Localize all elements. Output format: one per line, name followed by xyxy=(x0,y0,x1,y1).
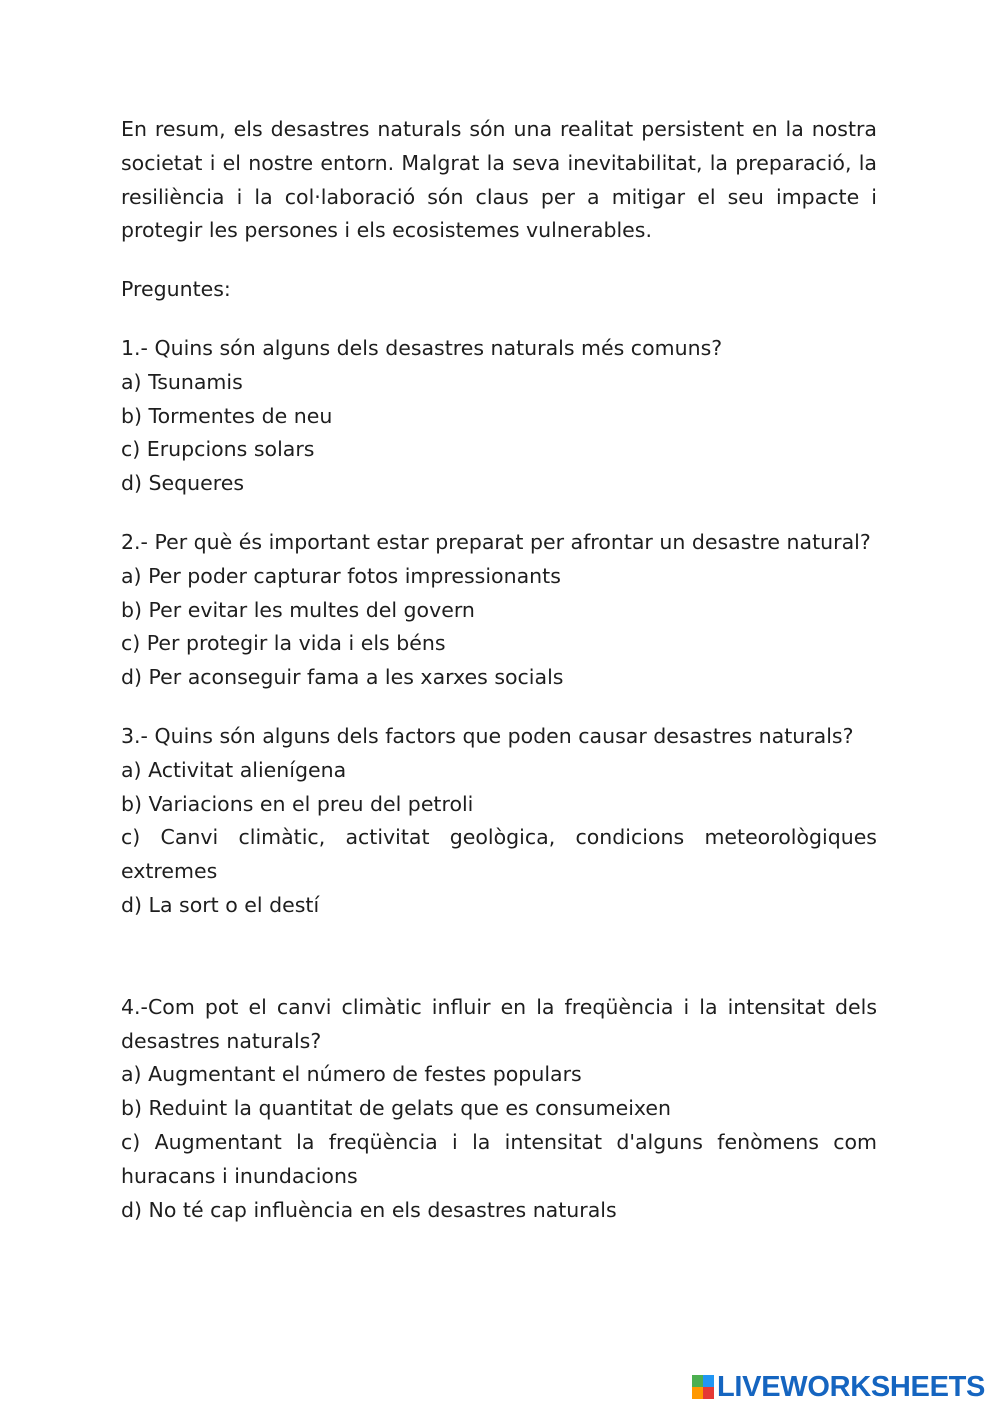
answer-option: b) Per evitar les multes del govern xyxy=(121,597,475,622)
answer-option: a) Augmentant el número de festes populars xyxy=(121,1062,582,1087)
question-2 xyxy=(121,526,877,695)
answer-option: b) Reduint la quantitat de gelats que es consumeixen xyxy=(121,1096,671,1121)
answer-option: d) Sequeres xyxy=(121,471,245,496)
question-3 xyxy=(121,720,877,923)
worksheet-page xyxy=(121,113,877,1227)
question-text: 1.- Quins són alguns dels desastres naturals més comuns? xyxy=(121,335,723,360)
question-text: 3.- Quins són alguns dels factors que poden causar desastres naturals? xyxy=(121,723,854,748)
answer-option: d) Per aconseguir fama a les xarxes socials xyxy=(121,665,564,690)
answer-option: a) Per poder capturar fotos impressionants xyxy=(121,563,561,588)
answer-option: a) Activitat alienígena xyxy=(121,757,347,782)
summary-paragraph: En resum, els desastres naturals són una realitat persistent en la nostra societat i el nostre entorn. Malgrat la seva inevitabilitat, la preparació, la resiliència i la col·laboració són claus per a mitigar el seu impacte i protegir les persones i els ecosistemes vulnerables. xyxy=(121,117,877,243)
question-1 xyxy=(121,332,877,501)
answer-option: b) Tormentes de neu xyxy=(121,403,333,428)
answer-option: d) No té cap influència en els desastres naturals xyxy=(121,1197,617,1222)
question-text: 4.-Com pot el canvi climàtic influir en la freqüència i la intensitat dels desastres naturals? xyxy=(121,994,877,1053)
answer-option: c) Canvi climàtic, activitat geològica, condicions meteorològiques extremes xyxy=(121,825,877,884)
logo-text: LIVEWORKSHEETS xyxy=(717,1370,986,1403)
answer-option: b) Variacions en el preu del petroli xyxy=(121,791,474,816)
liveworksheets-logo xyxy=(692,1372,985,1402)
question-text: 2.- Per què és important estar preparat per afrontar un desastre natural? xyxy=(121,529,871,554)
answer-option: c) Augmentant la freqüència i la intensitat d'alguns fenòmens com huracans i inundacions xyxy=(121,1129,877,1188)
answer-option: c) Erupcions solars xyxy=(121,437,315,462)
questions-heading: Preguntes: xyxy=(121,277,231,302)
answer-option: a) Tsunamis xyxy=(121,369,243,394)
liveworksheets-logo-icon xyxy=(692,1375,714,1399)
answer-option: d) La sort o el destí xyxy=(121,892,320,917)
answer-option: c) Per protegir la vida i els béns xyxy=(121,631,446,656)
question-4 xyxy=(121,991,877,1228)
